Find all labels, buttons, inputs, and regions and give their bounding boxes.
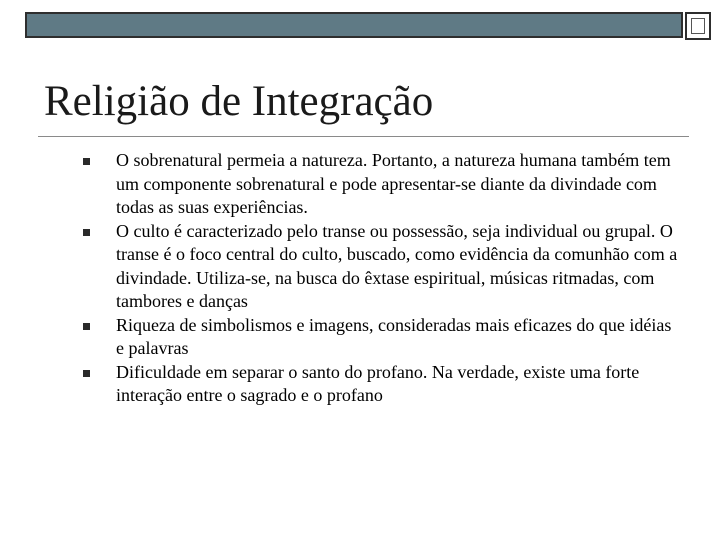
slide-title: Religião de Integração (44, 78, 434, 125)
bullet-text: Dificuldade em separar o santo do profano. Na verdade, existe uma forte interação entre o sagrado e o profano (116, 361, 640, 405)
square-bullet-icon (83, 158, 90, 165)
corner-square-inner (691, 18, 705, 34)
square-bullet-icon (83, 229, 90, 236)
bullet-text: O culto é caracterizado pelo transe ou possessão, seja individual ou grupal. O transe é o foco central do culto, buscado, como evidência da comunhão com a divindade. Utiliza-se, na busca do êxtase espiritual, músicas ritmadas, com tambores e danças (116, 220, 678, 311)
header-bar-decoration (25, 12, 683, 38)
square-bullet-icon (83, 370, 90, 377)
bullet-text: Riqueza de simbolismos e imagens, consideradas mais eficazes do que idéias e palavras (116, 314, 672, 358)
bullet-text: O sobrenatural permeia a natureza. Portanto, a natureza humana também tem um componente sobrenatural e pode apresentar-se diante da divindade com todas as suas experiências. (116, 150, 671, 217)
bullet-list (79, 149, 679, 408)
bullet-item (79, 220, 679, 314)
title-divider (38, 136, 689, 137)
bullet-item (79, 314, 679, 361)
square-bullet-icon (83, 323, 90, 330)
bullet-item (79, 361, 679, 408)
corner-square-decoration (685, 12, 711, 40)
bullet-item (79, 149, 679, 220)
